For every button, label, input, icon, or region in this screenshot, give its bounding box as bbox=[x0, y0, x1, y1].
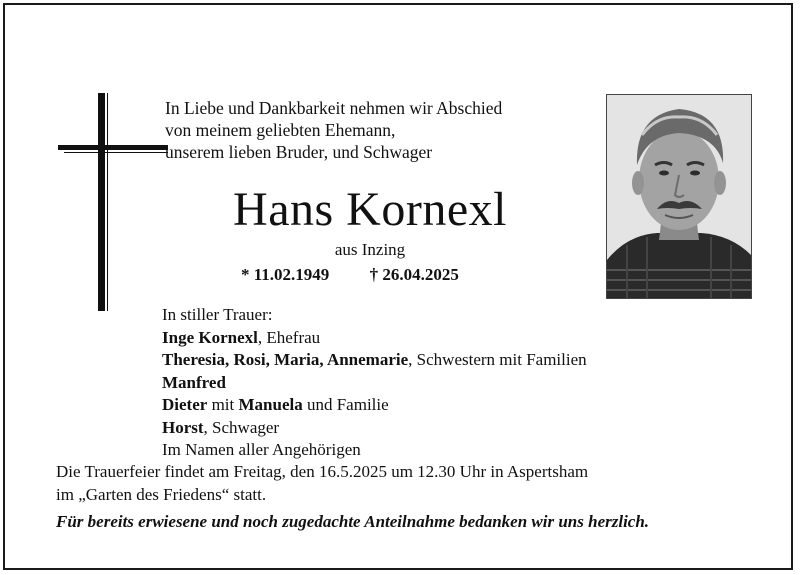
mourner-line bbox=[162, 327, 682, 350]
funeral-service-text bbox=[56, 461, 776, 506]
mourner-name: Dieter bbox=[162, 395, 208, 414]
cross-icon bbox=[58, 93, 168, 313]
death-date: † 26.04.2025 bbox=[369, 265, 459, 284]
mourner-name: Manuela bbox=[238, 395, 303, 414]
intro-text bbox=[165, 97, 585, 163]
birth-date: * 11.02.1949 bbox=[241, 265, 330, 284]
deceased-name: Hans Kornexl bbox=[233, 183, 507, 236]
mourner-relation: , Ehefrau bbox=[257, 327, 321, 347]
mourners-heading: In stiller Trauer: bbox=[162, 305, 273, 324]
thanks-text: Für bereits erwiesene und noch zugedachte Anteilnahme bedanken wir uns herzlich. bbox=[56, 512, 650, 531]
mourner-name: Theresia, Rosi, Maria, Annemarie bbox=[162, 350, 409, 369]
portrait-photo bbox=[606, 94, 752, 299]
mourner-line bbox=[162, 372, 682, 395]
mourner-connector: mit bbox=[207, 395, 239, 414]
mourners-closing: Im Namen aller Angehörigen bbox=[162, 440, 361, 459]
intro-line: In Liebe und Dankbarkeit nehmen wir Abschied bbox=[165, 98, 503, 118]
intro-line: von meinem geliebten Ehemann, bbox=[165, 120, 396, 140]
mourner-line bbox=[162, 349, 682, 372]
mourner-name: Manfred bbox=[162, 372, 226, 392]
mourner-line bbox=[162, 417, 682, 440]
mourner-relation: , Schwager bbox=[203, 417, 280, 437]
mourners-list bbox=[162, 304, 682, 462]
mourner-name: Horst bbox=[162, 417, 204, 437]
mourner-relation: , Schwestern mit Familien bbox=[408, 350, 587, 369]
service-line: Die Trauerfeier findet am Freitag, den 16.5.2025 um 12.30 Uhr in Aspertsham bbox=[56, 462, 589, 481]
intro-line: unserem lieben Bruder, und Schwager bbox=[165, 142, 433, 162]
mourner-relation: und Familie bbox=[302, 395, 389, 414]
obituary-frame bbox=[3, 3, 793, 570]
life-dates bbox=[241, 265, 459, 285]
service-line: im „Garten des Friedens“ statt. bbox=[56, 484, 267, 504]
mourner-name: Inge Kornexl bbox=[162, 327, 258, 347]
mourner-line bbox=[162, 394, 682, 417]
deceased-origin: aus Inzing bbox=[334, 240, 406, 259]
